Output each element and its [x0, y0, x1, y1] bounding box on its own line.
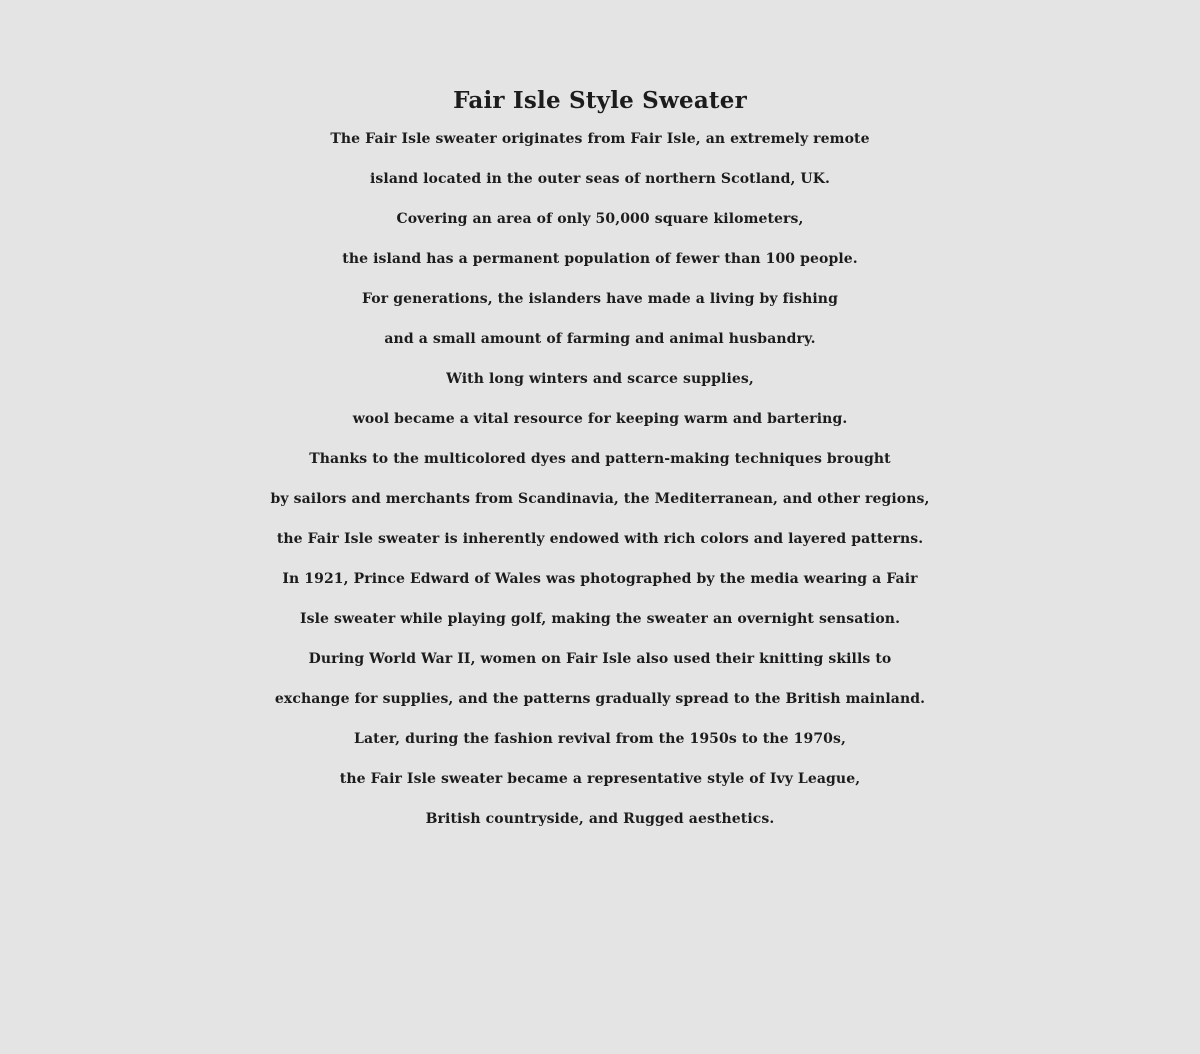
body-line-8: wool became a vital resource for keeping warm and bartering.	[352, 411, 848, 427]
body-line-14: During World War II, women on Fair Isle also used their knitting skills to	[308, 651, 892, 667]
body-line-12: In 1921, Prince Edward of Wales was photographed by the media wearing a Fair	[282, 571, 918, 587]
body-line-13: Isle sweater while playing golf, making the sweater an overnight sensation.	[299, 611, 901, 627]
body-line-5: For generations, the islanders have made a living by fishing	[362, 291, 838, 307]
body-line-1: The Fair Isle sweater originates from Fair Isle, an extremely remote	[330, 131, 870, 147]
body-line-9: Thanks to the multicolored dyes and pattern-making techniques brought	[309, 451, 891, 467]
body-line-17: the Fair Isle sweater became a representative style of Ivy League,	[339, 771, 861, 787]
body-line-15: exchange for supplies, and the patterns gradually spread to the British mainland.	[274, 691, 926, 707]
body-line-6: and a small amount of farming and animal husbandry.	[384, 331, 816, 347]
body-line-4: the island has a permanent population of fewer than 100 people.	[342, 251, 858, 267]
body-line-7: With long winters and scarce supplies,	[446, 371, 754, 387]
document-body	[0, 119, 1200, 839]
body-line-11: the Fair Isle sweater is inherently endowed with rich colors and layered patterns.	[276, 531, 924, 547]
body-line-3: Covering an area of only 50,000 square kilometers,	[396, 211, 804, 227]
body-line-10: by sailors and merchants from Scandinavia, the Mediterranean, and other regions,	[270, 491, 930, 507]
body-line-2: island located in the outer seas of northern Scotland, UK.	[370, 171, 830, 187]
document-title: Fair Isle Style Sweater	[453, 87, 747, 114]
body-line-16: Later, during the fashion revival from the 1950s to the 1970s,	[354, 731, 846, 747]
body-line-18: British countryside, and Rugged aesthetics.	[425, 811, 775, 827]
